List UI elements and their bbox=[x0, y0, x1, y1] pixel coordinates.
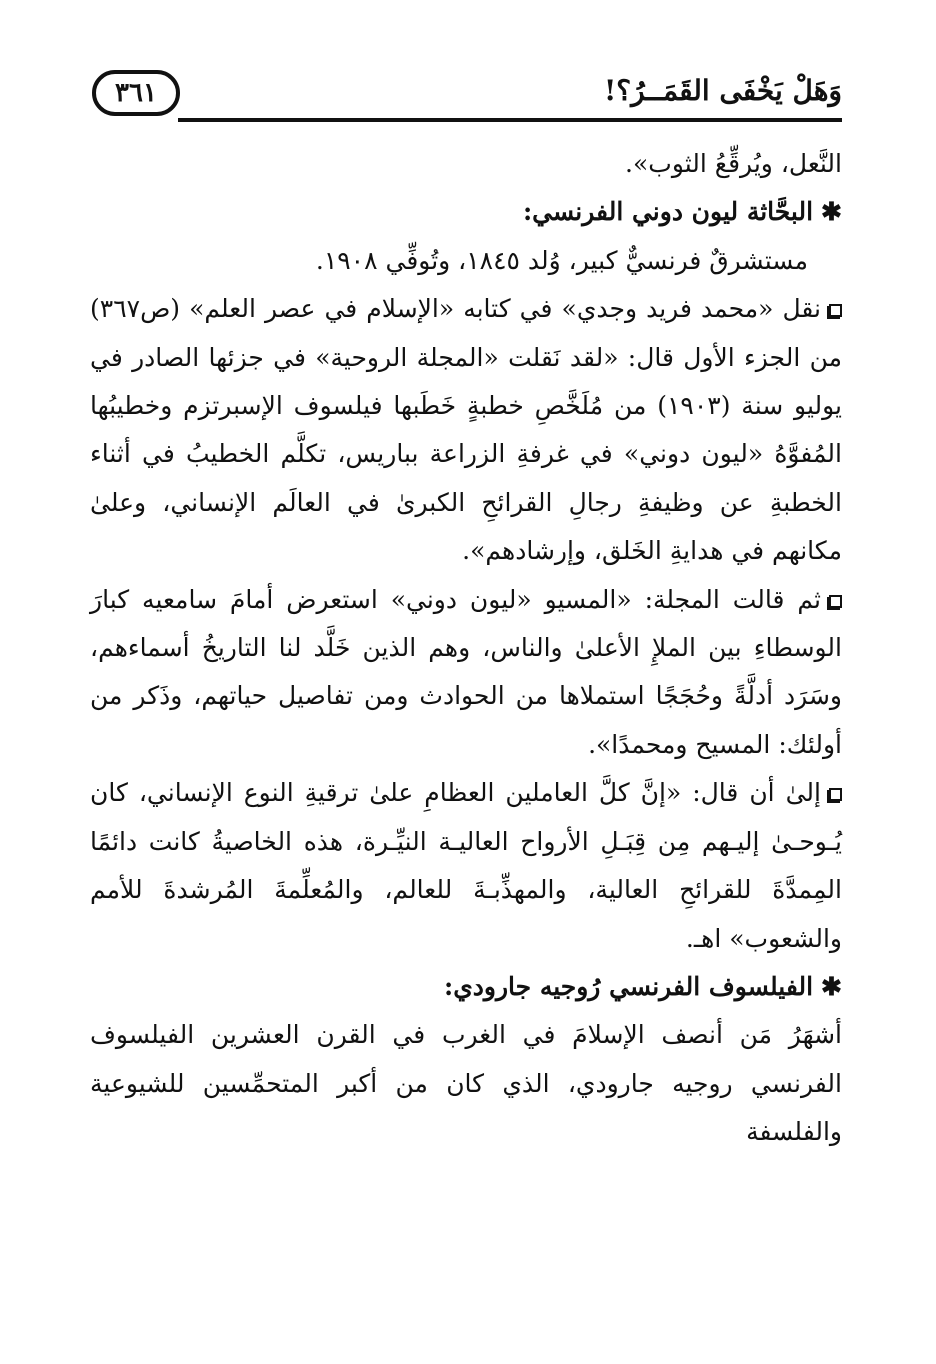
page-number-badge: ٣٦١ bbox=[92, 70, 180, 116]
asterisk-icon: ✱ bbox=[821, 971, 842, 1001]
header-rule bbox=[178, 118, 842, 122]
paragraph-text: نقل «محمد فريد وجدي» في كتابه «الإسلام في عصر العلم» (ص٣٦٧) من الجزء الأول قال: «لقد نَقلت «المجلة الروحية» في جزئها الصادر في يوليو سنة (١٩٠٣) من مُلَخَّصِ خطبةٍ خَطَبها فيلسوف الإسبرتزم وخطيبُها المُفوَّهُ «ليون دوني» في غرفةِ الزراعة بباريس، تكلَّم الخطيبُ في أثناء الخطبةِ عن وظيفةِ رجالِ القرائحِ الكبرىٰ في العالَم الإنساني، وعلىٰ مكانهم في هدايةِ الخَلق، وإرشادهم». bbox=[90, 294, 842, 566]
paragraph bbox=[90, 285, 842, 575]
page-header bbox=[90, 62, 842, 128]
paragraph-text: إلىٰ أن قال: «إنَّ كلَّ العاملين العظامِ علىٰ ترقيةِ النوع الإنساني، كان يُـوحـىٰ إليـهم مِن قِبَـلِ الأرواح العاليـة النيِّـرة، هذه الخاصيةُ كانت دائمًا المِمدَّةَ للقرائحِ العالية، والمهذِّبـةَ للعالم، والمُعلِّمةَ المُرشدةَ للأمم والشعوب» اهـ. bbox=[90, 778, 842, 953]
body-text bbox=[90, 140, 842, 1157]
asterisk-icon: ✱ bbox=[821, 197, 842, 227]
continued-line: النَّعل، ويُرقِّعُ الثوب». bbox=[625, 149, 842, 178]
box-bullet-icon bbox=[829, 595, 842, 608]
box-bullet-icon bbox=[829, 304, 842, 317]
heading-text: البحَّاثة ليون دوني الفرنسي: bbox=[522, 197, 814, 227]
paragraph: أشهَرُ مَن أنصف الإسلامَ في الغرب في القرن العشرين الفيلسوف الفرنسي روجيه جارودي، الذي كان من أكبر المتحمِّسين للشيوعية والفلسفة bbox=[90, 1020, 842, 1147]
paragraph bbox=[90, 576, 842, 770]
section-heading bbox=[90, 188, 842, 236]
box-bullet-icon bbox=[829, 788, 842, 801]
heading-text: الفيلسوف الفرنسي رُوجيه جارودي: bbox=[443, 971, 814, 1001]
section-heading bbox=[90, 963, 842, 1011]
paragraph bbox=[90, 769, 842, 963]
running-title: وَهَلْ يَخْفَى القَمَــرُ؟! bbox=[603, 74, 842, 107]
paragraph-text: ثم قالت المجلة: «المسيو «ليون دوني» استعرض أمامَ سامعيه كبارَ الوسطاءِ بين الملإِ الأعلىٰ والناس، وهم الذين خَلَّد لنا التاريخُ أسماءهم، وسَرَد أدلَّةً وحُجَجًا استملاها من الحوادث ومن تفاصيل حياتهم، وذَكر من أولئك: المسيح ومحمدًا». bbox=[90, 584, 842, 759]
bio-line: مستشرقٌ فرنسيٌّ كبير، وُلد ١٨٤٥، وتُوفِّي ١٩٠٨. bbox=[315, 245, 808, 275]
